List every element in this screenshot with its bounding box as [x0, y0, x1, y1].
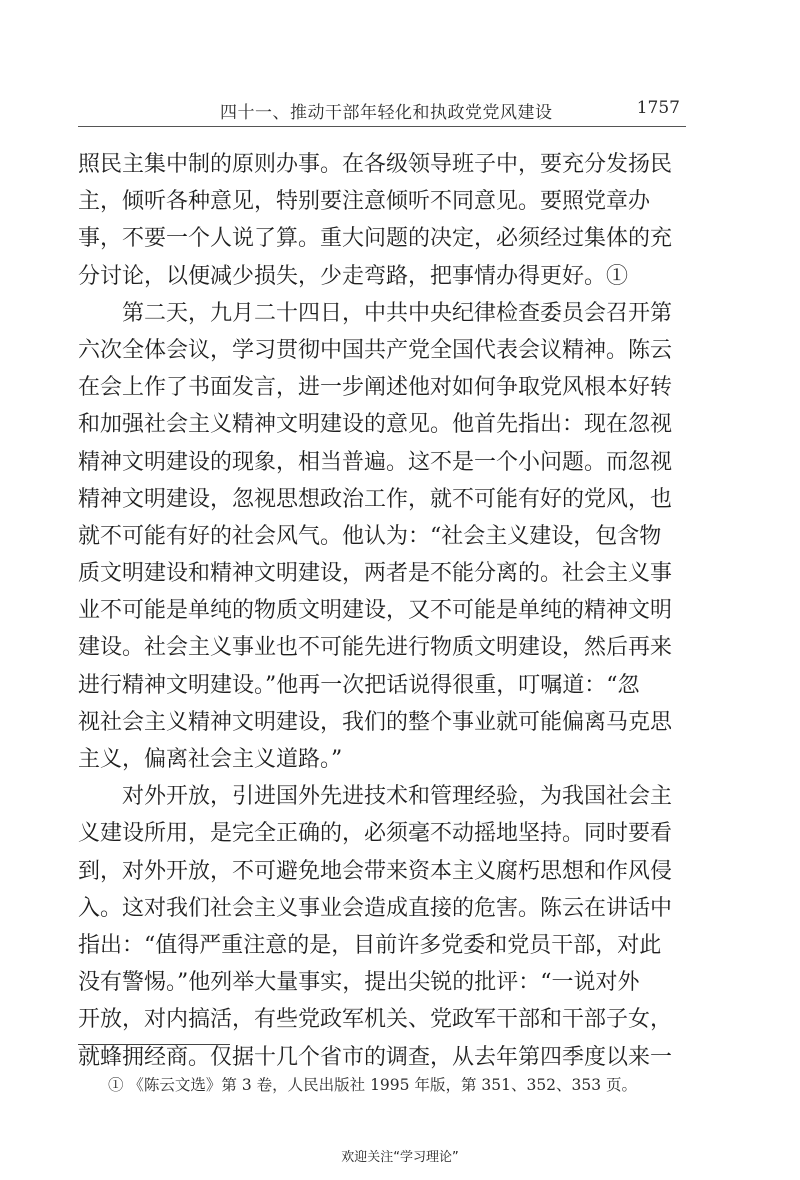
- text-line: 精神文明建设，忽视思想政治工作，就不可能有好的党风，也: [78, 486, 673, 512]
- text-line: 业不可能是单纯的物质文明建设，又不可能是单纯的精神文明: [78, 598, 673, 624]
- text-line: 到，对外开放，不可避免地会带来资本主义腐朽思想和作风侵: [78, 858, 673, 884]
- running-header: [78, 96, 686, 127]
- text-line: 指出：“值得严重注意的是，目前许多党委和党员干部，对此: [78, 932, 662, 958]
- paragraph: [78, 778, 694, 1076]
- text-line: 就不可能有好的社会风气。他认为：“社会主义建设，包含物: [78, 523, 662, 549]
- text-line: 没有警惕。”他列举大量事实，提出尖锐的批评：“一说对外: [78, 970, 640, 996]
- paragraph: [78, 146, 694, 295]
- text-line: 进行精神文明建设。”他再一次把话说得很重，叮嘱道：“忽: [78, 672, 640, 698]
- paragraph: [78, 295, 694, 778]
- text-line: 对外开放，引进国外先进技术和管理经验，为我国社会主: [122, 784, 673, 810]
- text-line: 视社会主义精神文明建设，我们的整个事业就可能偏离马克思: [78, 709, 673, 735]
- text-line: 和加强社会主义精神文明建设的意见。他首先指出：现在忽视: [78, 412, 673, 438]
- body-text: [78, 146, 694, 1076]
- text-line: 就蜂拥经商。仅据十几个省市的调查，从去年第四季度以来一: [78, 1044, 673, 1070]
- text-line: 义建设所用，是完全正确的，必须毫不动摇地坚持。同时要看: [78, 821, 673, 847]
- text-line: 六次全体会议，学习贯彻中国共产党全国代表会议精神。陈云: [78, 337, 673, 363]
- text-line: 事，不要一个人说了算。重大问题的决定，必须经过集体的充: [78, 226, 673, 252]
- text-line: 质文明建设和精神文明建设，两者是不能分离的。社会主义事: [78, 561, 673, 587]
- text-line: 在会上作了书面发言，进一步阐述他对如何争取党风根本好转: [78, 375, 673, 401]
- footnote-divider: [78, 1044, 230, 1045]
- text-line: 开放，对内搞活，有些党政军机关、党政军干部和干部子女，: [78, 1007, 673, 1033]
- footer-caption: 欢迎关注“学习理论”: [341, 1150, 459, 1165]
- footnote: ① 《陈云文选》第 3 卷，人民出版社 1995 年版，第 351、352、353 页。: [108, 1076, 638, 1094]
- text-line: 建设。社会主义事业也不可能先进行物质文明建设，然后再来: [78, 635, 673, 661]
- text-line: 精神文明建设的现象，相当普遍。这不是一个小问题。而忽视: [78, 449, 673, 475]
- text-line: 照民主集中制的原则办事。在各级领导班子中，要充分发扬民: [78, 152, 673, 177]
- text-line: 分讨论，以便减少损失，少走弯路，把事情办得更好。①: [78, 263, 629, 289]
- page-number: 1757: [636, 98, 680, 118]
- text-line: 主，倾听各种意见，特别要注意倾听不同意见。要照党章办: [78, 189, 651, 215]
- chapter-title: 四十一、推动干部年轻化和执政党党风建设: [220, 103, 553, 123]
- text-line: 主义，偏离社会主义道路。”: [78, 747, 343, 772]
- text-line: 入。这对我们社会主义事业会造成直接的危害。陈云在讲话中: [78, 895, 673, 921]
- text-line: 第二天，九月二十四日，中共中央纪律检查委员会召开第: [122, 300, 673, 326]
